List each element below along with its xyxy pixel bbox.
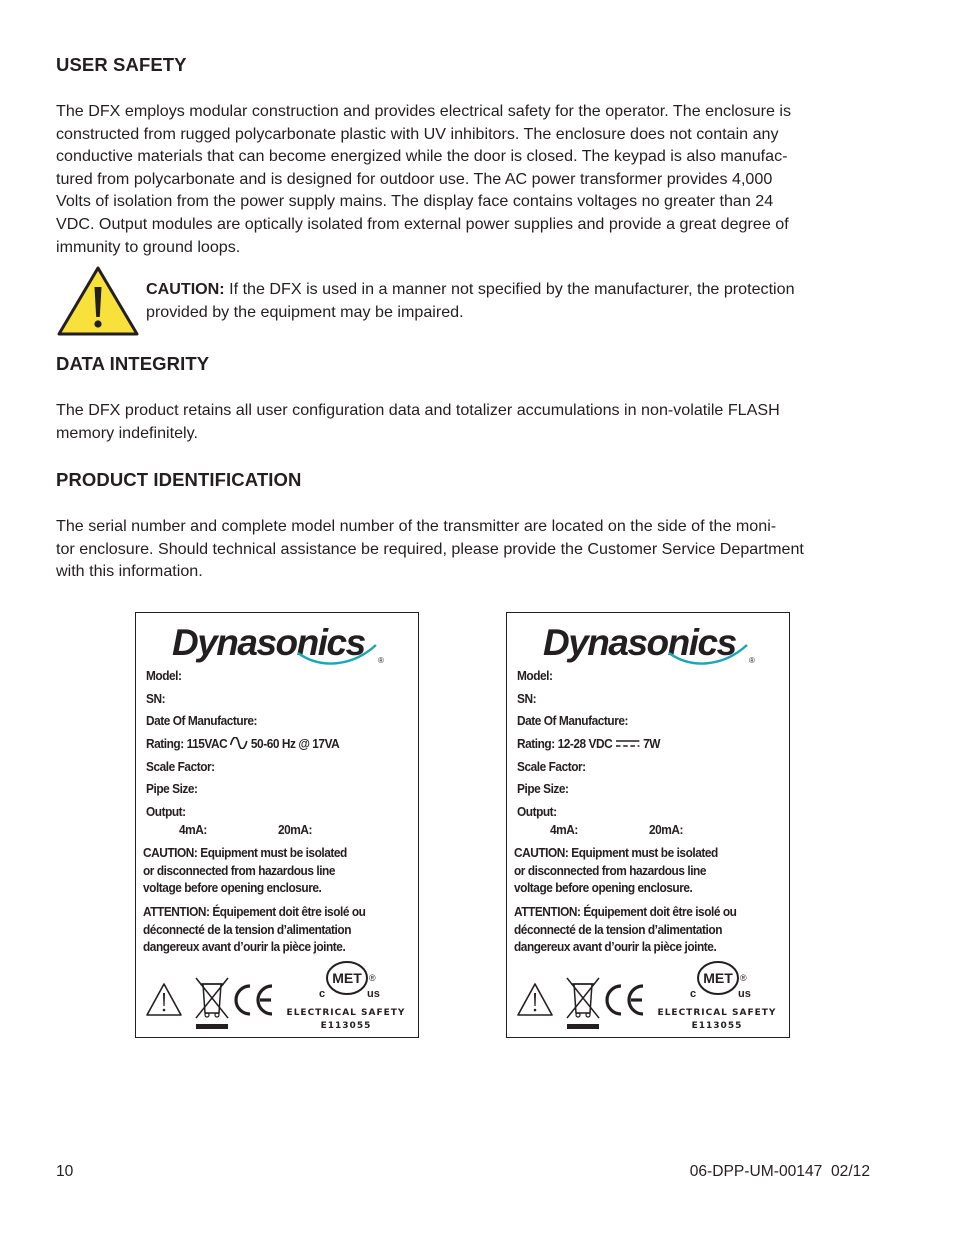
warning-triangle-icon bbox=[56, 265, 140, 337]
svg-text:us: us bbox=[738, 988, 751, 1000]
label-output-4ma: 4mA: bbox=[179, 822, 207, 837]
label-output-20ma: 20mA: bbox=[649, 822, 684, 837]
label-output: Output: bbox=[146, 804, 186, 819]
product-identification-paragraph bbox=[56, 515, 871, 583]
ce-mark-icon bbox=[236, 986, 272, 1014]
weee-bin-icon bbox=[196, 978, 228, 1029]
label-date: Date Of Manufacture: bbox=[146, 713, 258, 728]
label-pipe-size: Pipe Size: bbox=[146, 781, 198, 796]
label-caution-en: CAUTION: Equipment must be isolated or disconnected from hazardous line voltage before opening enclosure. bbox=[143, 845, 347, 896]
label-output-20ma: 20mA: bbox=[278, 822, 313, 837]
label-output: Output: bbox=[517, 804, 557, 819]
svg-text:ELECTRICAL SAFETY: ELECTRICAL SAFETY bbox=[657, 1008, 777, 1018]
ce-mark-icon bbox=[607, 986, 643, 1014]
svg-text:c: c bbox=[319, 988, 326, 1000]
svg-text:®: ® bbox=[749, 656, 755, 665]
svg-text:E113055: E113055 bbox=[320, 1021, 372, 1031]
label-model: Model: bbox=[146, 668, 182, 683]
text-line: constructed from rugged polycarbonate plastic with UV inhibitors. The enclosure does not contain any bbox=[56, 124, 779, 143]
label-pipe-size: Pipe Size: bbox=[517, 781, 569, 796]
caution-notice bbox=[56, 265, 871, 337]
text-line: tor enclosure. Should technical assistance be required, please provide the Customer Service Department bbox=[56, 539, 804, 558]
warning-triangle-icon bbox=[147, 984, 181, 1015]
brand-name: Dynasonics bbox=[543, 623, 736, 663]
text-line: Volts of isolation from the power supply mains. The display face contains voltages no greater than 24 bbox=[56, 192, 774, 211]
svg-text:®: ® bbox=[369, 973, 376, 983]
data-integrity-paragraph bbox=[56, 399, 871, 444]
label-scale-factor: Scale Factor: bbox=[146, 759, 215, 774]
svg-text:®: ® bbox=[740, 973, 747, 983]
section-title-data-integrity: DATA INTEGRITY bbox=[56, 353, 210, 374]
label-certification-symbols bbox=[144, 958, 412, 1034]
product-label-dc bbox=[506, 612, 790, 1038]
svg-text:MET: MET bbox=[332, 970, 362, 986]
weee-bin-icon bbox=[567, 978, 599, 1029]
label-caution-en: CAUTION: Equipment must be isolated or disconnected from hazardous line voltage before opening enclosure. bbox=[514, 845, 718, 896]
rating-prefix: Rating: 115VAC bbox=[146, 736, 228, 751]
warning-triangle-icon bbox=[518, 984, 552, 1015]
svg-text:ELECTRICAL SAFETY: ELECTRICAL SAFETY bbox=[286, 1008, 406, 1018]
section-title-user-safety: USER SAFETY bbox=[56, 54, 187, 75]
text-line: The DFX product retains all user configuration data and totalizer accumulations in non-volatile FLASH bbox=[56, 401, 780, 419]
label-certification-symbols bbox=[515, 958, 783, 1034]
rating-suffix: 50-60 Hz @ 17VA bbox=[250, 736, 340, 751]
caution-text: provided by the equipment may be impaired. bbox=[146, 303, 464, 321]
label-rating bbox=[517, 736, 660, 751]
label-output-4ma: 4mA: bbox=[550, 822, 578, 837]
user-safety-paragraph bbox=[56, 100, 871, 258]
product-label-ac bbox=[135, 612, 419, 1038]
text-line: The serial number and complete model number of the transmitter are located on the side of the moni- bbox=[56, 517, 777, 535]
text-line: tured from polycarbonate and is designed for outdoor use. The AC power transformer provides 4,000 bbox=[56, 169, 773, 188]
text-line: VDC. Output modules are optically isolated from external power supplies and provide a great degree of bbox=[56, 214, 789, 233]
met-certification-mark bbox=[658, 962, 777, 1031]
text-line: with this information. bbox=[56, 562, 203, 581]
brand-name: Dynasonics bbox=[172, 623, 365, 663]
document-id: 06-DPP-UM-00147 02/12 bbox=[689, 1163, 870, 1180]
text-line: The DFX employs modular construction and provides electrical safety for the operator. The enclosure is bbox=[56, 102, 792, 120]
rating-suffix: 7W bbox=[643, 736, 661, 751]
svg-text:®: ® bbox=[378, 656, 384, 665]
text-line: conductive materials that can become energized while the door is closed. The keypad is also manufac- bbox=[56, 147, 788, 166]
text-line: immunity to ground loops. bbox=[56, 237, 241, 256]
caution-label: CAUTION: bbox=[146, 280, 225, 298]
dynasonics-logo bbox=[541, 623, 761, 665]
svg-text:E113055: E113055 bbox=[691, 1021, 743, 1031]
label-date: Date Of Manufacture: bbox=[517, 713, 629, 728]
label-sn: SN: bbox=[146, 691, 166, 706]
ac-sine-icon bbox=[230, 737, 248, 749]
text-line: memory indefinitely. bbox=[56, 423, 198, 442]
rating-prefix: Rating: 12-28 VDC bbox=[517, 736, 613, 751]
svg-text:us: us bbox=[367, 988, 380, 1000]
label-model: Model: bbox=[517, 668, 553, 683]
dynasonics-logo bbox=[170, 623, 390, 665]
label-attention-fr: ATTENTION: Équipement doit être isolé ou déconnecté de la tension d’alimentation dangereux avant d’ourir la pièce jointe. bbox=[143, 904, 366, 955]
caution-text: If the DFX is used in a manner not specified by the manufacturer, the protection bbox=[229, 280, 795, 298]
label-sn: SN: bbox=[517, 691, 537, 706]
met-certification-mark bbox=[287, 962, 406, 1031]
label-scale-factor: Scale Factor: bbox=[517, 759, 586, 774]
label-rating bbox=[146, 736, 339, 751]
dc-symbol-icon bbox=[615, 738, 640, 748]
label-attention-fr: ATTENTION: Équipement doit être isolé ou déconnecté de la tension d’alimentation dangereux avant d’ourir la pièce jointe. bbox=[514, 904, 737, 955]
svg-text:c: c bbox=[690, 988, 697, 1000]
section-title-product-identification: PRODUCT IDENTIFICATION bbox=[56, 469, 302, 490]
page-number: 10 bbox=[56, 1163, 74, 1180]
svg-text:MET: MET bbox=[703, 970, 733, 986]
